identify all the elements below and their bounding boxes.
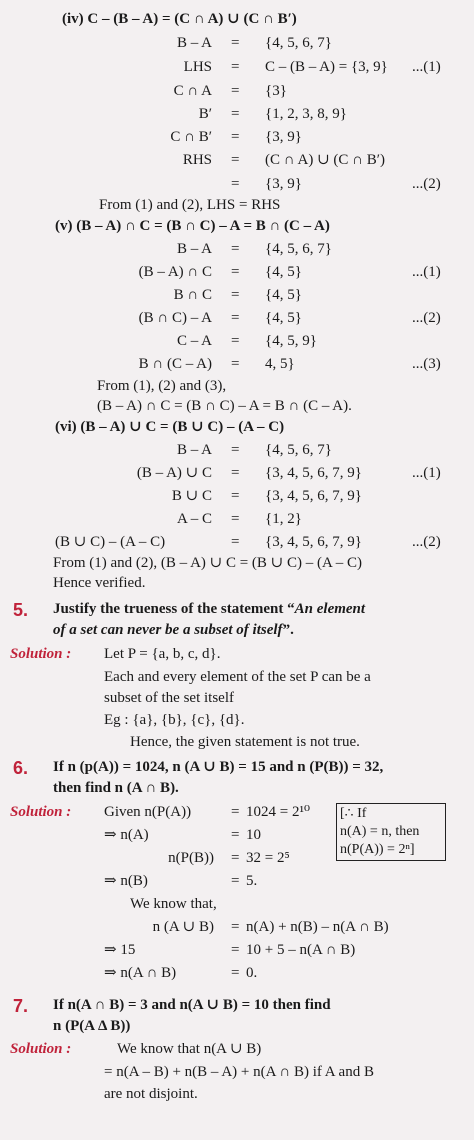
q6-note-line: [∴ If	[340, 806, 367, 821]
row-value: {4, 5, 6, 7}	[265, 241, 332, 257]
row-value: {3, 4, 5, 6, 7, 9}	[265, 534, 362, 550]
row-label: A – C	[176, 511, 212, 527]
row-eq: =	[231, 35, 240, 51]
row-label: C ∩ A	[173, 83, 212, 99]
row-label: (B – A) ∩ C	[138, 264, 212, 280]
q6-row-eq: =	[231, 965, 240, 981]
q6-row-value: 0.	[246, 965, 258, 981]
q5-solution-line: Hence, the given statement is not true.	[130, 734, 360, 750]
row-eq: =	[231, 241, 240, 257]
q6-row-eq: =	[231, 804, 240, 820]
q6-note-box	[336, 803, 446, 861]
question-5-text-line-1	[53, 600, 365, 619]
row-ref: ...(2)	[412, 310, 441, 326]
q5-solution-line: Each and every element of the set P can be a	[104, 669, 371, 685]
row-value: {4, 5, 9}	[265, 333, 317, 349]
row-ref: ...(3)	[412, 356, 441, 372]
row-eq: =	[231, 534, 240, 550]
q6-row-eq: =	[231, 919, 240, 935]
row-value: {3, 9}	[265, 176, 302, 192]
q7-solution-line: are not disjoint.	[104, 1086, 198, 1102]
q6-row-label: n(P(B))	[168, 850, 214, 866]
q6-row-label: ⇒ 15	[104, 942, 136, 958]
row-value: {3}	[265, 83, 287, 99]
row-label: C ∩ B′	[170, 129, 212, 145]
q6-we-know: We know that,	[130, 896, 217, 912]
q6-row-value: 1024 = 2¹⁰	[246, 804, 310, 820]
q6-note-line: n(P(A)) = 2ⁿ]	[340, 842, 415, 857]
q6-row-value: 10	[246, 827, 261, 843]
row-label: B – A	[176, 241, 212, 257]
row-value: {3, 9}	[265, 129, 302, 145]
row-label: B – A	[176, 442, 212, 458]
row-eq: =	[231, 511, 240, 527]
row-eq: =	[231, 465, 240, 481]
row-ref: ...(1)	[412, 465, 441, 481]
row-eq: =	[231, 106, 240, 122]
question-7-text-line-1: If n(A ∩ B) = 3 and n(A ∪ B) = 10 then find	[53, 997, 331, 1013]
row-eq: =	[231, 287, 240, 303]
row-value: {3, 4, 5, 6, 7, 9}	[265, 488, 362, 504]
row-label: C – A	[176, 333, 212, 349]
question-5-solution-label: Solution :	[10, 646, 72, 662]
q7-solution-line: We know that n(A ∪ B)	[117, 1041, 262, 1057]
q6-row-label: ⇒ n(A ∩ B)	[104, 965, 177, 981]
part-vi-conclusion-2: Hence verified.	[53, 575, 146, 591]
row-value: {1, 2, 3, 8, 9}	[265, 106, 347, 122]
q6-row-value: n(A) + n(B) – n(A ∩ B)	[246, 919, 389, 935]
row-value: (C ∩ A) ∪ (C ∩ B′)	[265, 152, 386, 168]
row-ref: ...(2)	[412, 176, 441, 192]
row-eq: =	[231, 59, 240, 75]
q5-solution-line: Let P = {a, b, c, d}.	[104, 646, 221, 662]
row-label: (B ∪ C) – (A – C)	[55, 534, 166, 550]
question-6-solution-label: Solution :	[10, 804, 72, 820]
q5-solution-line: Eg : {a}, {b}, {c}, {d}.	[104, 712, 245, 728]
row-eq: =	[231, 442, 240, 458]
q6-row-value: 10 + 5 – n(A ∩ B)	[246, 942, 356, 958]
q5-text-plain: ”.	[282, 622, 294, 638]
part-iv-conclusion: From (1) and (2), LHS = RHS	[99, 197, 281, 213]
q5-solution-line: subset of the set itself	[104, 690, 234, 706]
row-value: {4, 5, 6, 7}	[265, 35, 332, 51]
question-6-text-line-2: then find n (A ∩ B).	[53, 780, 179, 796]
row-value: {4, 5, 6, 7}	[265, 442, 332, 458]
row-eq: =	[231, 264, 240, 280]
row-label: B′	[198, 106, 212, 122]
q6-row-label: Given n(P(A))	[104, 804, 192, 820]
question-6-number: 6.	[13, 758, 29, 778]
part-iv-heading: (iv) C – (B – A) = (C ∩ A) ∪ (C ∩ B′)	[62, 11, 297, 27]
question-5-text-line-2	[53, 621, 294, 640]
row-eq: =	[231, 152, 240, 168]
row-label: B – A	[176, 35, 212, 51]
q6-row-label: n (A ∪ B)	[152, 919, 214, 935]
row-value: {4, 5}	[265, 310, 302, 326]
part-vi-conclusion-1: From (1) and (2), (B – A) ∪ C = (B ∪ C) – (A – C)	[53, 555, 362, 571]
q6-row-label: ⇒ n(B)	[104, 873, 148, 889]
q6-row-eq: =	[231, 850, 240, 866]
row-ref: ...(1)	[412, 264, 441, 280]
part-v-conclusion-2: (B – A) ∩ C = (B ∩ C) – A = B ∩ (C – A).	[97, 398, 352, 414]
q6-row-eq: =	[231, 873, 240, 889]
part-v-heading: (v) (B – A) ∩ C = (B ∩ C) – A = B ∩ (C – A)	[55, 218, 330, 234]
row-value: C – (B – A) = {3, 9}	[265, 59, 388, 75]
q5-text-italic: of a set can never be a subset of itself	[53, 622, 283, 638]
row-label: LHS	[183, 59, 212, 75]
q6-note-line: n(A) = n, then	[340, 824, 420, 839]
row-ref: ...(1)	[412, 59, 441, 75]
q6-row-label: ⇒ n(A)	[104, 827, 149, 843]
q6-row-value: 32 = 2⁵	[246, 850, 290, 866]
row-ref: ...(2)	[412, 534, 441, 550]
row-value: {4, 5}	[265, 264, 302, 280]
row-value: 4, 5}	[265, 356, 295, 372]
row-value: {1, 2}	[265, 511, 302, 527]
q5-text-italic: An element	[294, 601, 366, 617]
row-label: (B – A) ∪ C	[136, 465, 212, 481]
row-eq: =	[231, 83, 240, 99]
row-label: B ∩ C	[173, 287, 212, 303]
question-7-text-line-2: n (P(A Δ B))	[53, 1018, 131, 1034]
question-7-solution-label: Solution :	[10, 1041, 72, 1057]
q7-solution-line: = n(A – B) + n(B – A) + n(A ∩ B) if A and B	[104, 1064, 374, 1080]
row-eq: =	[231, 356, 240, 372]
part-v-conclusion-1: From (1), (2) and (3),	[97, 378, 227, 394]
q5-text-plain: Justify the trueness of the statement “	[53, 601, 295, 617]
row-eq: =	[231, 310, 240, 326]
question-7-number: 7.	[13, 996, 29, 1016]
q6-row-eq: =	[231, 942, 240, 958]
row-eq: =	[231, 333, 240, 349]
row-eq: =	[231, 129, 240, 145]
part-vi-heading: (vi) (B – A) ∪ C = (B ∪ C) – (A – C)	[55, 419, 285, 435]
q6-row-eq: =	[231, 827, 240, 843]
row-value: {3, 4, 5, 6, 7, 9}	[265, 465, 362, 481]
row-label: B ∪ C	[171, 488, 212, 504]
row-label: RHS	[182, 152, 212, 168]
row-label: B ∩ (C – A)	[138, 356, 212, 372]
question-5-number: 5.	[13, 600, 29, 620]
row-value: {4, 5}	[265, 287, 302, 303]
question-6-text-line-1: If n (p(A)) = 1024, n (A ∪ B) = 15 and n (P(B)) = 32,	[53, 759, 384, 775]
row-eq: =	[231, 176, 240, 192]
row-label: (B ∩ C) – A	[138, 310, 212, 326]
q6-row-value: 5.	[246, 873, 258, 889]
row-eq: =	[231, 488, 240, 504]
